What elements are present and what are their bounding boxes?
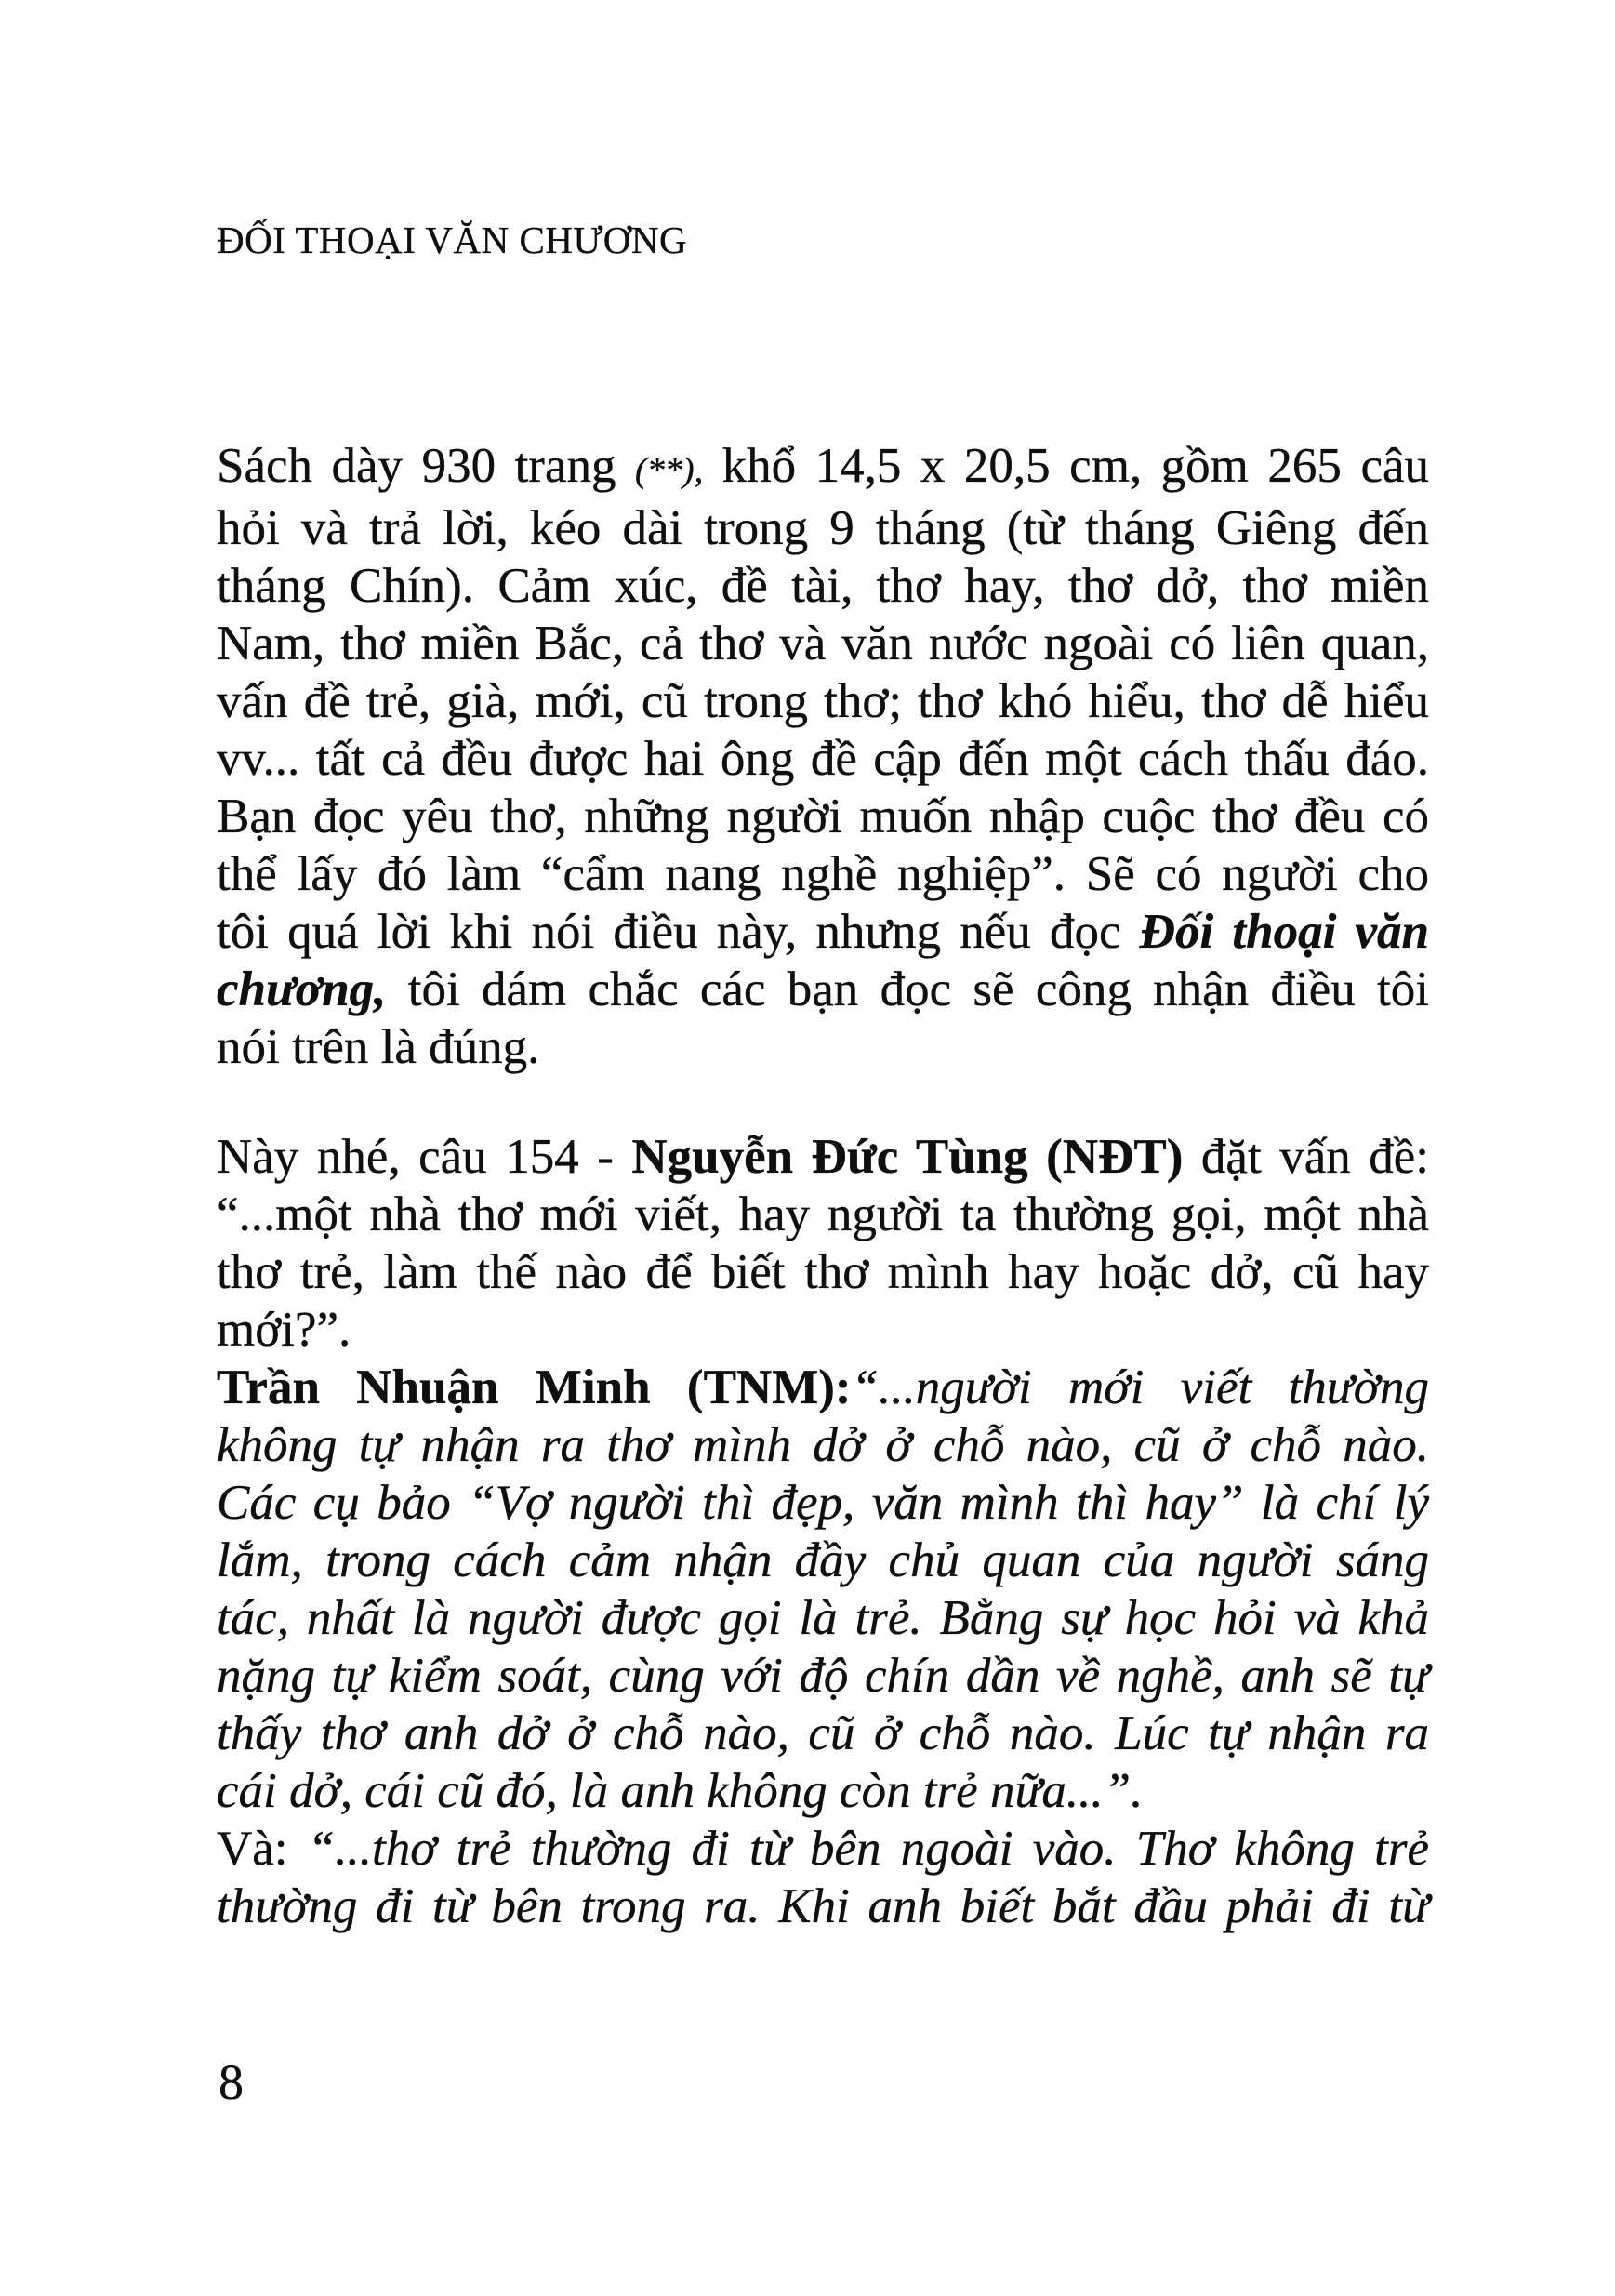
para-4 xyxy=(217,1820,1429,1935)
para-3 xyxy=(217,1359,1429,1820)
text-block xyxy=(217,437,1429,1935)
text-line xyxy=(217,1128,1429,1186)
text-segment: thơ trẻ, làm thế nào để biết thơ mình hay hoặc dở, cũ hay xyxy=(217,1245,1429,1299)
text-line xyxy=(217,1186,1429,1243)
text-segment: thường đi từ bên trong ra. Khi anh biết bắt đầu phải đi từ xyxy=(217,1879,1429,1933)
page-number: 8 xyxy=(218,2054,244,2110)
text-segment: Này nhé, câu 154 - xyxy=(217,1130,632,1184)
text-segment: Bạn đọc yêu thơ, những người muốn nhập cuộc thơ đều có xyxy=(217,790,1429,843)
text-line xyxy=(217,1018,1429,1076)
text-segment: Nguyễn Đức Tùng (NĐT) xyxy=(631,1130,1184,1184)
text-segment: chương, xyxy=(217,962,387,1016)
text-line xyxy=(217,1359,1429,1416)
text-segment: tác, nhất là người được gọi là trẻ. Bằng sự học hỏi và khả xyxy=(217,1591,1429,1645)
text-line xyxy=(217,1820,1429,1878)
text-segment: “...người mới viết thường xyxy=(851,1360,1429,1414)
text-line xyxy=(217,672,1429,730)
text-line xyxy=(217,1474,1429,1532)
text-segment: “...một nhà thơ mới viết, hay người ta thường gọi, một nhà xyxy=(217,1188,1429,1241)
text-segment: lắm, trong cách cảm nhận đầy chủ quan của người sáng xyxy=(217,1533,1429,1587)
text-line xyxy=(217,615,1429,672)
text-line xyxy=(217,1589,1429,1647)
text-segment: vấn đề trẻ, già, mới, cũ trong thơ; thơ khó hiểu, thơ dễ hiểu xyxy=(217,674,1429,728)
text-segment: (**), xyxy=(635,451,704,490)
text-segment: thể lấy đó làm “cẩm nang nghề nghiệp”. Sẽ có người cho xyxy=(217,847,1429,901)
text-line xyxy=(217,845,1429,903)
text-line xyxy=(217,961,1429,1018)
text-line xyxy=(217,1762,1429,1820)
text-segment: Trần Nhuận Minh (TNM): xyxy=(217,1360,852,1414)
text-segment: tôi dám chắc các bạn đọc sẽ công nhận điều tôi xyxy=(386,962,1429,1016)
text-segment: tháng Chín). Cảm xúc, đề tài, thơ hay, thơ dở, thơ miền xyxy=(217,559,1429,613)
text-line xyxy=(217,1301,1429,1359)
text-line xyxy=(217,557,1429,615)
para-1 xyxy=(217,437,1429,1076)
text-line xyxy=(217,903,1429,961)
text-segment: Các cụ bảo “Vợ người thì đẹp, văn mình thì hay” là chí lý xyxy=(217,1476,1429,1530)
text-line xyxy=(217,1705,1429,1762)
text-line xyxy=(217,1532,1429,1589)
text-segment: vv... tất cả đều được hai ông đề cập đến một cách thấu đáo. xyxy=(217,732,1429,786)
text-segment: cái dở, cái cũ đó, là anh không còn trẻ nữa...”. xyxy=(217,1764,1144,1818)
text-line xyxy=(217,1647,1429,1705)
text-line xyxy=(217,499,1429,557)
text-line xyxy=(217,1878,1429,1935)
text-segment: đặt vấn đề: xyxy=(1183,1130,1429,1184)
text-segment: “...thơ trẻ thường đi từ bên ngoài vào. Thơ không trẻ xyxy=(307,1822,1429,1876)
text-segment: nói trên là đúng. xyxy=(217,1020,540,1074)
text-segment: Nam, thơ miền Bắc, cả thơ và văn nước ngoài có liên quan, xyxy=(217,617,1429,670)
text-segment: mới?”. xyxy=(217,1303,351,1357)
text-line xyxy=(217,730,1429,788)
text-line xyxy=(217,437,1429,499)
text-line xyxy=(217,1243,1429,1301)
text-segment: thấy thơ anh dở ở chỗ nào, cũ ở chỗ nào. Lúc tự nhận ra xyxy=(217,1706,1429,1760)
text-segment: Và: xyxy=(217,1822,308,1876)
text-segment: Đối thoại văn xyxy=(1139,905,1429,959)
text-segment: khổ 14,5 x 20,5 cm, gồm 265 câu xyxy=(703,439,1429,493)
text-segment: Sách dày 930 trang xyxy=(217,439,635,493)
text-segment: nặng tự kiểm soát, cùng với độ chín dần về nghề, anh sẽ tự xyxy=(217,1649,1429,1703)
running-header: ĐỐI THOẠI VĂN CHƯƠNG xyxy=(217,219,688,261)
text-segment: tôi quá lời khi nói điều này, nhưng nếu đọc xyxy=(217,905,1140,959)
text-line xyxy=(217,1416,1429,1474)
para-2 xyxy=(217,1128,1429,1359)
text-segment: hỏi và trả lời, kéo dài trong 9 tháng (từ tháng Giêng đến xyxy=(217,501,1429,555)
text-segment: không tự nhận ra thơ mình dở ở chỗ nào, cũ ở chỗ nào. xyxy=(217,1418,1429,1472)
text-line xyxy=(217,788,1429,845)
